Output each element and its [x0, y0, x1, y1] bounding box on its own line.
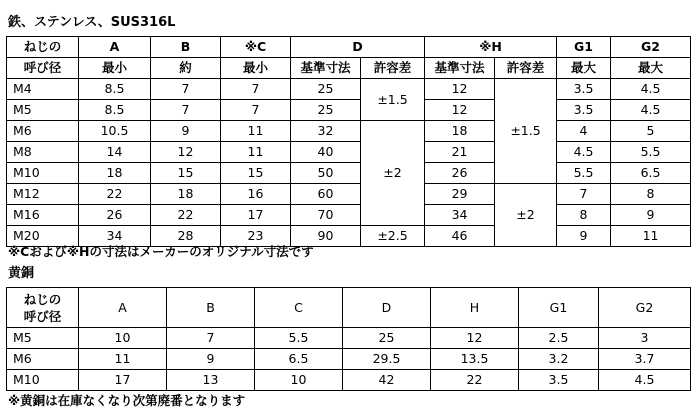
row-name: M20	[7, 226, 79, 247]
cell-h: 18	[425, 121, 495, 142]
header-g1: G1	[557, 37, 611, 58]
cell-h: 12	[425, 100, 495, 121]
header-h: H	[431, 288, 519, 328]
cell-d: 60	[291, 184, 361, 205]
cell-g2: 5	[611, 121, 691, 142]
cell-d: 50	[291, 163, 361, 184]
cell-g2: 3.7	[599, 349, 691, 370]
cell-d: 90	[291, 226, 361, 247]
header-g2: G2	[611, 37, 691, 58]
header-a-sub: 最小	[79, 58, 151, 79]
row-name: M5	[7, 328, 79, 349]
table1-note: ※Cおよび※Hの寸法はメーカーのオリジナル寸法です	[8, 244, 314, 259]
cell-a: 10	[79, 328, 167, 349]
cell-a: 8.5	[79, 79, 151, 100]
cell-a: 10.5	[79, 121, 151, 142]
table-row	[7, 79, 691, 100]
cell-g1: 3.5	[557, 100, 611, 121]
header-h-tolerance: 許容差	[495, 58, 557, 79]
cell-d: 25	[291, 79, 361, 100]
cell-g2: 4.5	[599, 370, 691, 391]
cell-b: 7	[151, 79, 221, 100]
cell-h: 13.5	[431, 349, 519, 370]
row-name: M8	[7, 142, 79, 163]
cell-g1: 3.5	[557, 79, 611, 100]
d-tolerance-1: ±1.5	[361, 79, 425, 121]
table2-title: 黄銅	[8, 266, 35, 281]
table-row	[7, 163, 691, 184]
h-tolerance-1: ±1.5	[495, 79, 557, 184]
cell-c: 11	[221, 121, 291, 142]
cell-b: 9	[151, 121, 221, 142]
cell-g2: 6.5	[611, 163, 691, 184]
cell-b: 9	[167, 349, 255, 370]
cell-g2: 8	[611, 184, 691, 205]
cell-g1: 3.2	[519, 349, 599, 370]
table-row	[7, 121, 691, 142]
header-g1-sub: 最大	[557, 58, 611, 79]
h-tolerance-2: ±2	[495, 184, 557, 247]
cell-b: 12	[151, 142, 221, 163]
cell-c: 17	[221, 205, 291, 226]
cell-g2: 5.5	[611, 142, 691, 163]
cell-c: 10	[255, 370, 343, 391]
table-row	[7, 349, 691, 370]
cell-g2: 4.5	[611, 100, 691, 121]
row-name: M5	[7, 100, 79, 121]
d-tolerance-2: ±2	[361, 121, 425, 226]
row-name: M4	[7, 79, 79, 100]
table2-note: ※黄銅は在庫なくなり次第廃番となります	[8, 393, 246, 408]
cell-d: 25	[343, 328, 431, 349]
cell-a: 11	[79, 349, 167, 370]
table-row	[7, 142, 691, 163]
table-row	[7, 370, 691, 391]
row-name: M16	[7, 205, 79, 226]
d-tolerance-3: ±2.5	[361, 226, 425, 247]
cell-d: 70	[291, 205, 361, 226]
cell-d: 25	[291, 100, 361, 121]
cell-d: 42	[343, 370, 431, 391]
table-row	[7, 328, 691, 349]
cell-c: 15	[221, 163, 291, 184]
cell-h: 12	[425, 79, 495, 100]
header-b-sub: 約	[151, 58, 221, 79]
cell-g1: 4	[557, 121, 611, 142]
cell-g1: 7	[557, 184, 611, 205]
cell-g2: 11	[611, 226, 691, 247]
table-row	[7, 205, 691, 226]
cell-h: 26	[425, 163, 495, 184]
header-nominal-line2: 呼び径	[7, 58, 79, 79]
cell-g1: 5.5	[557, 163, 611, 184]
cell-g2: 3	[599, 328, 691, 349]
header-a: A	[79, 37, 151, 58]
header-b: B	[151, 37, 221, 58]
cell-c: 7	[221, 100, 291, 121]
header-row	[7, 288, 691, 328]
header-nominal: ねじの 呼び径	[7, 288, 79, 328]
header-h-nominal: 基準寸法	[425, 58, 495, 79]
cell-h: 29	[425, 184, 495, 205]
header-c-sub: 最小	[221, 58, 291, 79]
header-d: D	[343, 288, 431, 328]
row-name: M6	[7, 121, 79, 142]
row-name: M12	[7, 184, 79, 205]
header-row-1	[7, 37, 691, 58]
cell-a: 8.5	[79, 100, 151, 121]
cell-c: 6.5	[255, 349, 343, 370]
header-row-2	[7, 58, 691, 79]
header-h: ※H	[425, 37, 557, 58]
cell-d: 40	[291, 142, 361, 163]
cell-c: 16	[221, 184, 291, 205]
header-a: A	[79, 288, 167, 328]
cell-d: 29.5	[343, 349, 431, 370]
cell-d: 32	[291, 121, 361, 142]
cell-h: 22	[431, 370, 519, 391]
header-d-nominal: 基準寸法	[291, 58, 361, 79]
cell-h: 21	[425, 142, 495, 163]
cell-g1: 4.5	[557, 142, 611, 163]
header-g2-sub: 最大	[611, 58, 691, 79]
cell-h: 34	[425, 205, 495, 226]
cell-c: 7	[221, 79, 291, 100]
cell-a: 34	[79, 226, 151, 247]
cell-a: 18	[79, 163, 151, 184]
cell-b: 7	[167, 328, 255, 349]
header-b: B	[167, 288, 255, 328]
cell-b: 18	[151, 184, 221, 205]
table-row	[7, 184, 691, 205]
header-g2: G2	[599, 288, 691, 328]
header-g1: G1	[519, 288, 599, 328]
cell-g2: 9	[611, 205, 691, 226]
cell-g1: 3.5	[519, 370, 599, 391]
cell-b: 13	[167, 370, 255, 391]
cell-g2: 4.5	[611, 79, 691, 100]
row-name: M10	[7, 370, 79, 391]
row-name: M10	[7, 163, 79, 184]
cell-a: 17	[79, 370, 167, 391]
cell-g1: 8	[557, 205, 611, 226]
cell-g1: 9	[557, 226, 611, 247]
header-d: D	[291, 37, 425, 58]
cell-c: 11	[221, 142, 291, 163]
header-nominal-line1: ねじの	[7, 37, 79, 58]
brass-spec-table	[6, 287, 691, 391]
header-d-tolerance: 許容差	[361, 58, 425, 79]
header-c: ※C	[221, 37, 291, 58]
cell-b: 28	[151, 226, 221, 247]
cell-a: 22	[79, 184, 151, 205]
table-row	[7, 100, 691, 121]
cell-c: 5.5	[255, 328, 343, 349]
cell-c: 23	[221, 226, 291, 247]
cell-a: 14	[79, 142, 151, 163]
cell-h: 12	[431, 328, 519, 349]
cell-g1: 2.5	[519, 328, 599, 349]
cell-h: 46	[425, 226, 495, 247]
steel-spec-table	[6, 36, 691, 247]
cell-b: 15	[151, 163, 221, 184]
cell-a: 26	[79, 205, 151, 226]
cell-b: 7	[151, 100, 221, 121]
row-name: M6	[7, 349, 79, 370]
header-c: C	[255, 288, 343, 328]
cell-b: 22	[151, 205, 221, 226]
table1-title: 鉄、ステンレス、SUS316L	[8, 15, 176, 30]
